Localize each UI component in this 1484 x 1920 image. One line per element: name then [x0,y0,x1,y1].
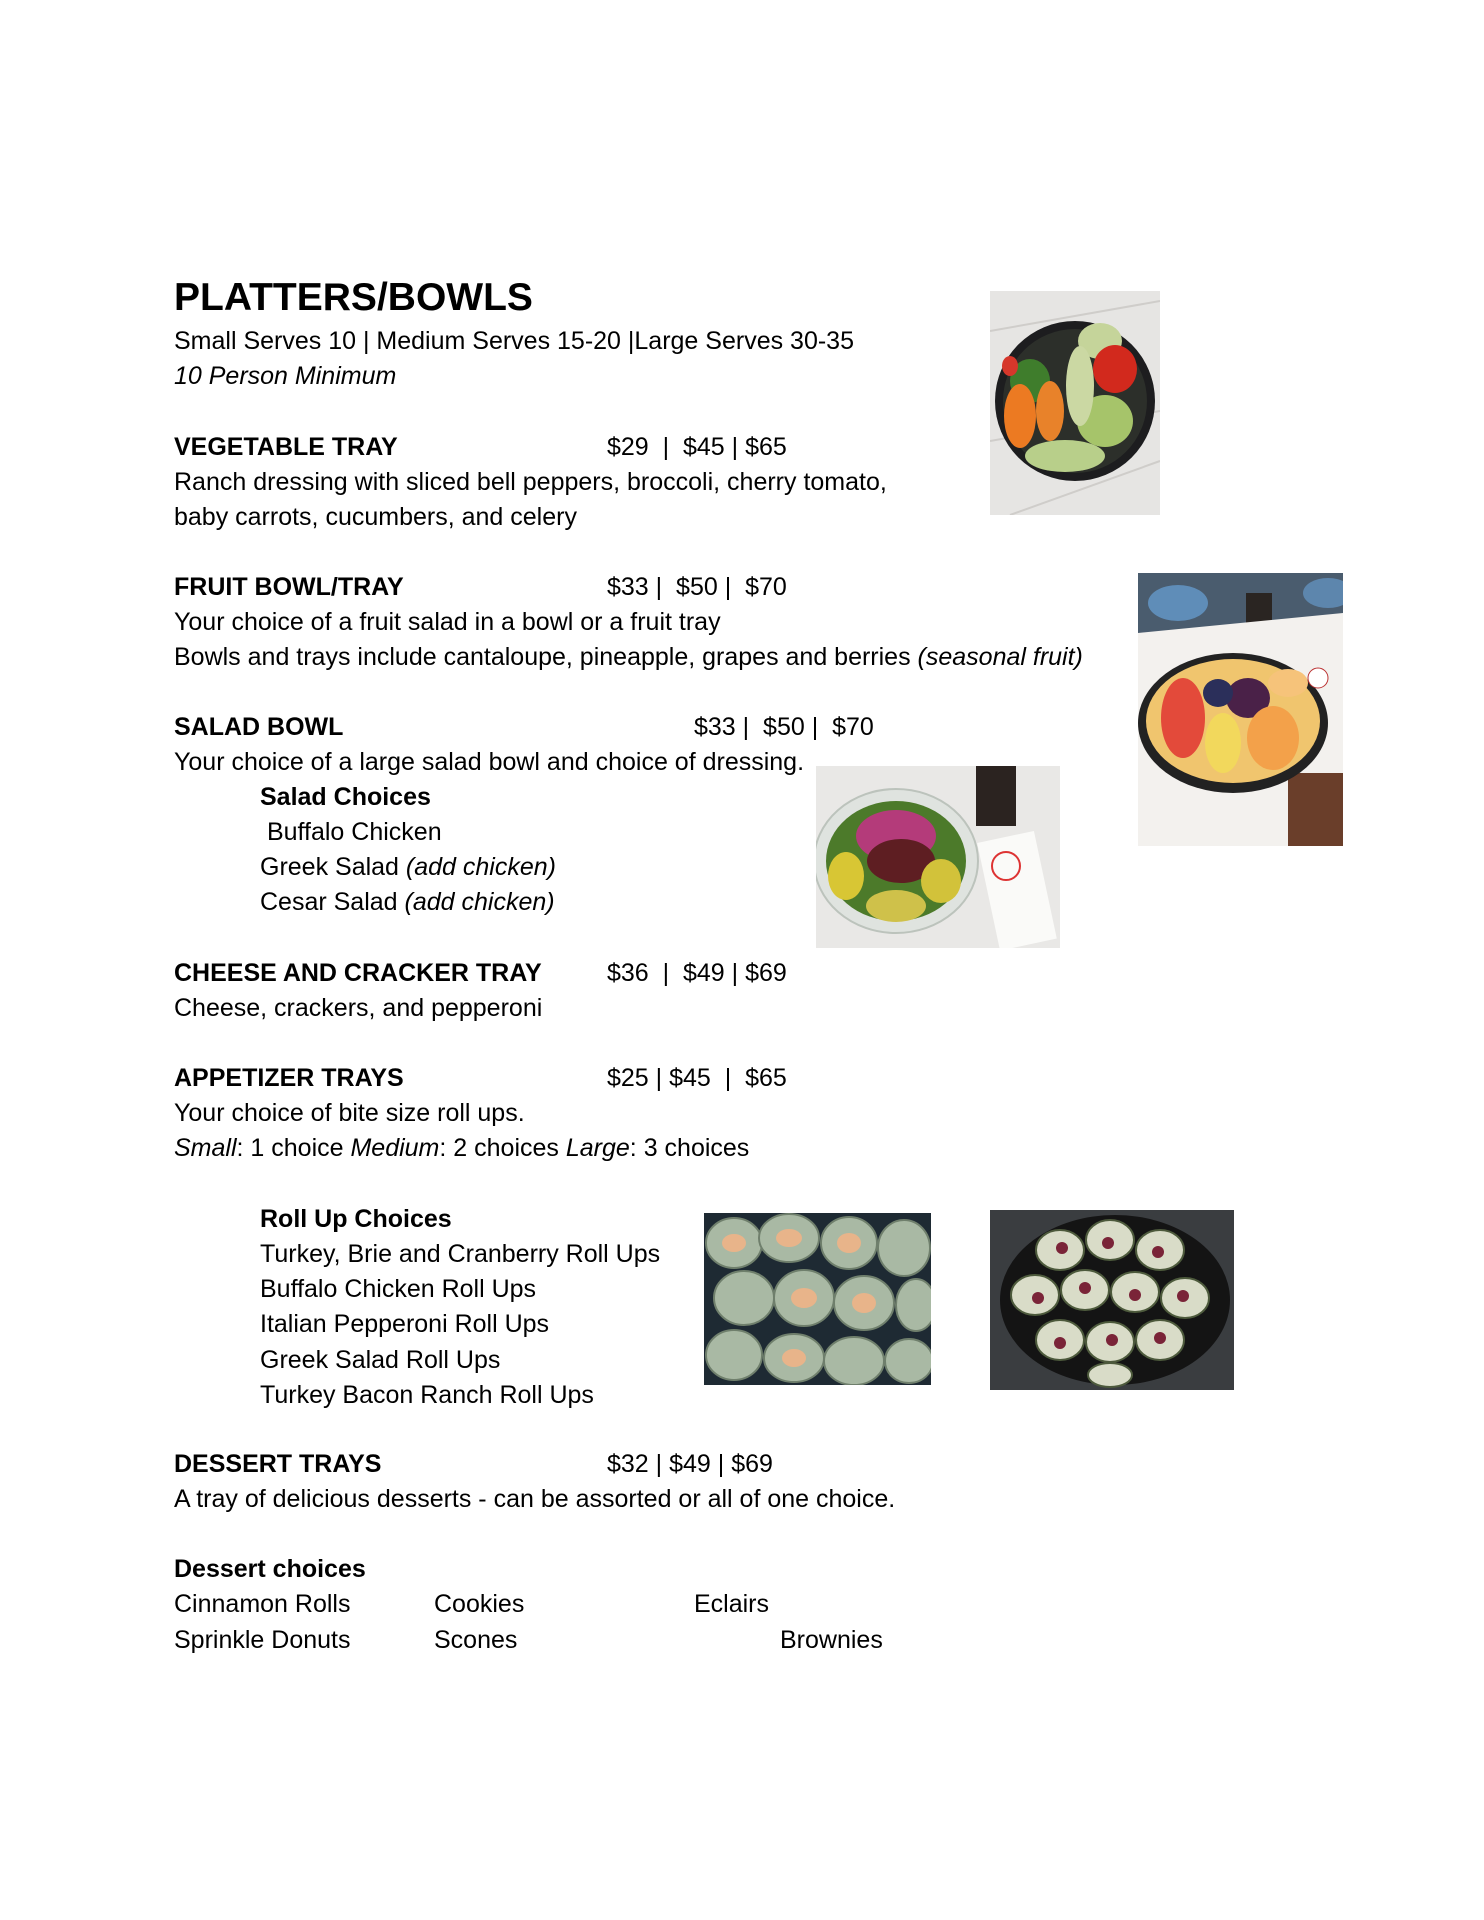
greek-add-chicken: (add chicken) [405,853,556,881]
appetizer-trays-desc: Your choice of bite size roll ups. [174,1099,525,1127]
salad-choices-title: Salad Choices [260,783,431,811]
salad-choice-cesar [260,887,555,917]
salad-bowl-photo [816,766,1060,948]
salad-choice-greek [260,852,556,882]
dessert-trays-desc: A tray of delicious desserts - can be assorted or all of one choice. [174,1485,896,1513]
dessert-choice: Eclairs [694,1590,770,1618]
minimum-note: 10 Person Minimum [174,362,397,390]
medium-label: Medium [350,1134,440,1162]
roll-up-choice: Greek Salad Roll Ups [260,1346,501,1374]
large-label: Large [565,1134,630,1162]
fruit-tray-name: FRUIT BOWL/TRAY [174,573,404,601]
dessert-choice: Sprinkle Donuts [174,1626,351,1654]
dessert-choices-title: Dessert choices [174,1555,366,1583]
roll-ups-photo-1 [704,1213,931,1385]
vegetable-tray-name: VEGETABLE TRAY [174,433,398,461]
roll-up-choice: Turkey Bacon Ranch Roll Ups [260,1381,594,1409]
dessert-trays-price: $32 | $49 | $69 [607,1450,773,1478]
fruit-tray-price: $33 | $50 | $70 [607,573,787,601]
appetizer-trays-name: APPETIZER TRAYS [174,1064,404,1092]
dessert-choice: Brownies [780,1626,883,1654]
cesar-add-chicken: (add chicken) [404,888,555,916]
vegetable-tray-photo [990,291,1160,515]
roll-ups-photo-2 [990,1210,1234,1390]
roll-up-choice: Italian Pepperoni Roll Ups [260,1310,550,1338]
cheese-tray-name: CHEESE AND CRACKER TRAY [174,959,542,987]
salad-bowl-name: SALAD BOWL [174,713,344,741]
salad-bowl-desc: Your choice of a large salad bowl and choice of dressing. [174,748,805,776]
dessert-choice: Cinnamon Rolls [174,1590,351,1618]
fruit-tray-desc-1: Your choice of a fruit salad in a bowl or a fruit tray [174,608,721,636]
small-text: : 1 choice [236,1134,351,1162]
large-text: : 3 choices [629,1134,750,1162]
vegetable-tray-desc-2: baby carrots, cucumbers, and celery [174,503,577,531]
serving-sizes: Small Serves 10 | Medium Serves 15-20 |Large Serves 30-35 [174,327,854,355]
small-label: Small [174,1134,237,1162]
cesar-salad-label: Cesar Salad [260,888,405,916]
cheese-tray-price: $36 | $49 | $69 [607,959,787,987]
dessert-choice: Cookies [434,1590,525,1618]
salad-choice-buffalo: Buffalo Chicken [260,818,442,846]
appetizer-size-choices [174,1133,749,1163]
dessert-trays-name: DESSERT TRAYS [174,1450,382,1478]
greek-salad-label: Greek Salad [260,853,406,881]
salad-bowl-price: $33 | $50 | $70 [694,713,874,741]
fruit-tray-photo [1138,573,1343,846]
fruit-tray-desc-2 [174,642,1083,672]
dessert-choice: Scones [434,1626,518,1654]
roll-up-choice: Turkey, Brie and Cranberry Roll Ups [260,1240,661,1268]
cheese-tray-desc: Cheese, crackers, and pepperoni [174,994,543,1022]
vegetable-tray-price: $29 | $45 | $65 [607,433,787,461]
roll-up-choice: Buffalo Chicken Roll Ups [260,1275,537,1303]
fruit-desc-text: Bowls and trays include cantaloupe, pineapple, grapes and berries [174,643,918,671]
vegetable-tray-desc-1: Ranch dressing with sliced bell peppers, broccoli, cherry tomato, [174,468,887,496]
medium-text: : 2 choices [439,1134,566,1162]
roll-up-choices-title: Roll Up Choices [260,1205,452,1233]
appetizer-trays-price: $25 | $45 | $65 [607,1064,787,1092]
page-title: PLATTERS/BOWLS [174,276,533,319]
seasonal-fruit-note: (seasonal fruit) [917,643,1083,671]
